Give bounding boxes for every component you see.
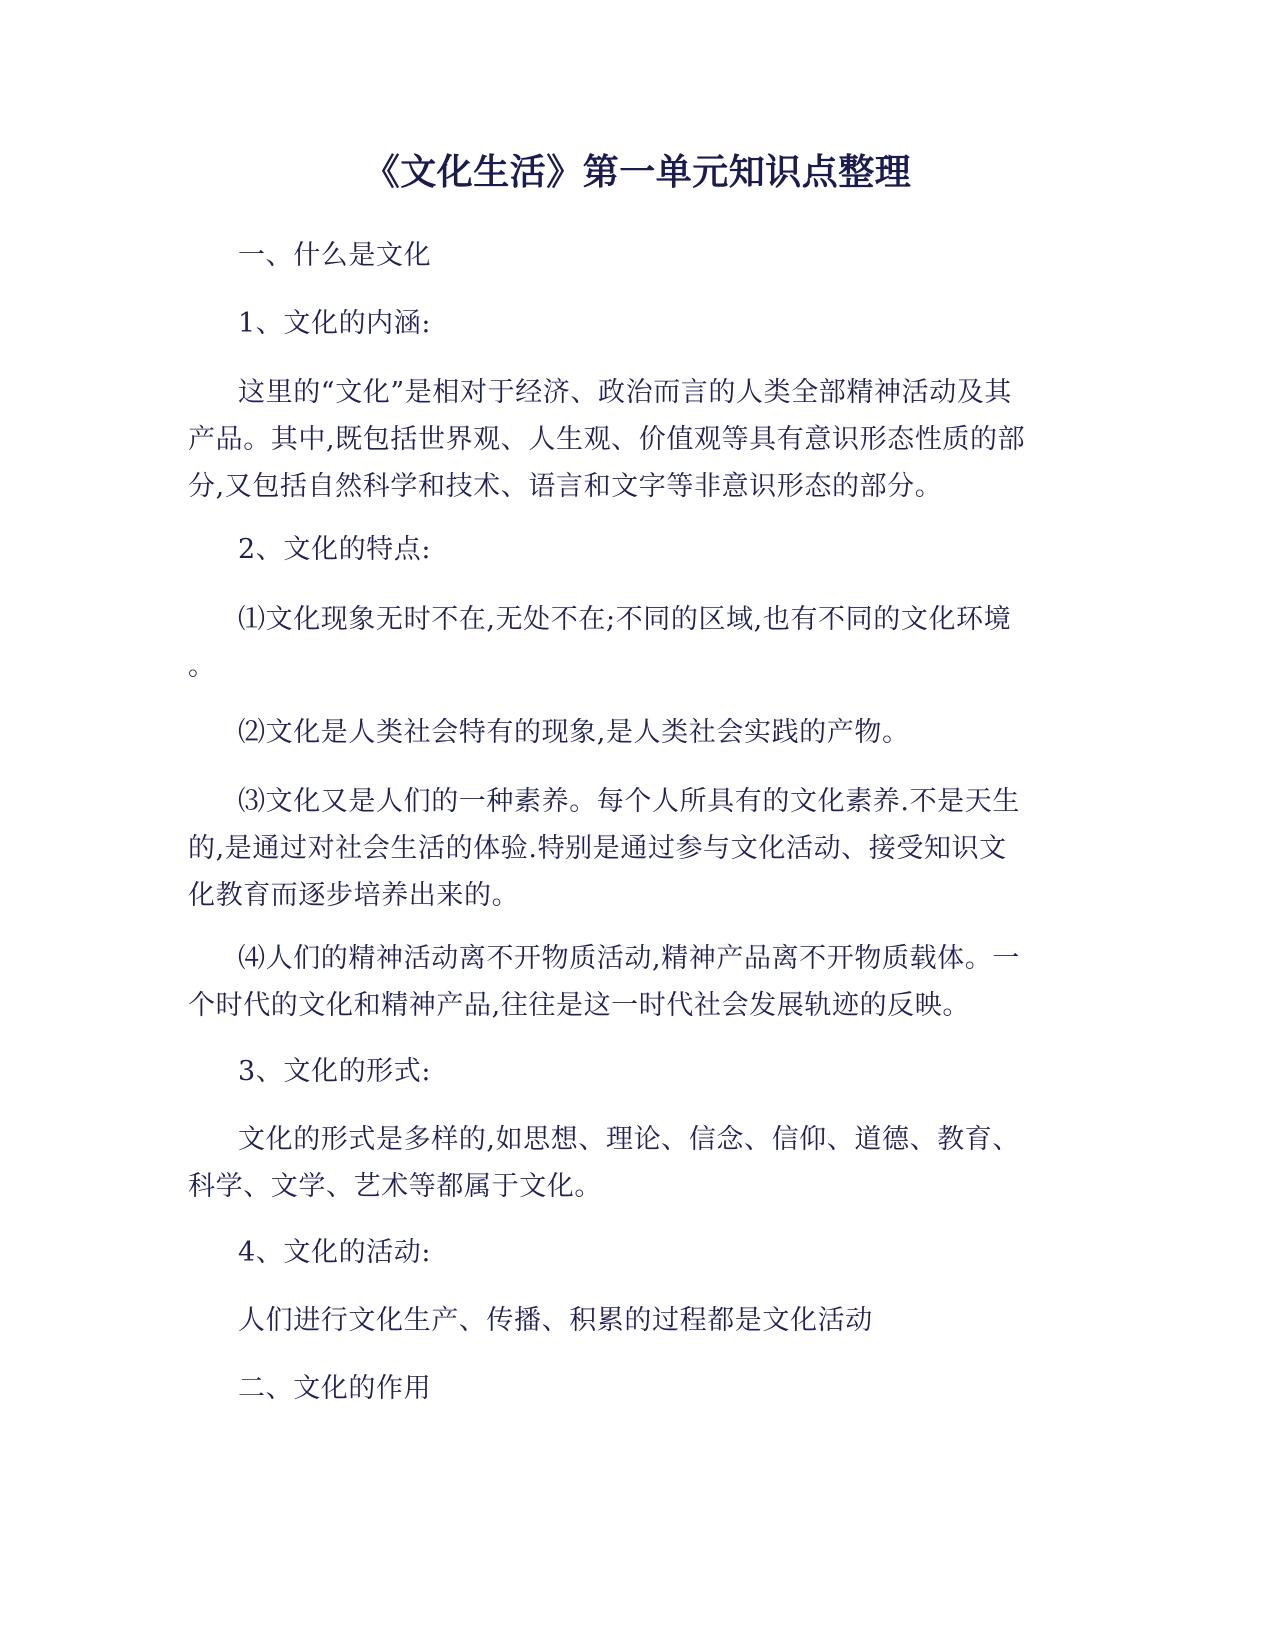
text-line: 1、文化的内涵: bbox=[238, 308, 432, 339]
text-line: ⑴文化现象无时不在,无处不在;不同的区域,也有不同的文化环境 bbox=[238, 604, 1012, 635]
list-item-feature-3 bbox=[188, 778, 1088, 919]
text-line: 二、文化的作用 bbox=[238, 1373, 432, 1404]
text-line: 个时代的文化和精神产品,往往是这一时代社会发展轨迹的反映。 bbox=[188, 990, 970, 1021]
text-line: 。 bbox=[188, 651, 216, 682]
paragraph-culture-activities bbox=[188, 1297, 1088, 1344]
text-line: 一、什么是文化 bbox=[238, 240, 432, 271]
text-line: 分,又包括自然科学和技术、语言和文字等非意识形态的部分。 bbox=[188, 471, 943, 502]
text-line: 2、文化的特点: bbox=[238, 534, 432, 565]
subheading-culture-connotation bbox=[188, 300, 1088, 347]
paragraph-culture-connotation bbox=[188, 369, 1088, 510]
paragraph-culture-forms bbox=[188, 1116, 1088, 1210]
list-item-feature-2 bbox=[188, 709, 1088, 756]
list-item-feature-1 bbox=[188, 596, 1088, 690]
heading-what-is-culture bbox=[188, 232, 1088, 279]
text-line: ⑷人们的精神活动离不开物质活动,精神产品离不开物质载体。一 bbox=[238, 943, 1020, 974]
document-title: 《文化生活》第一单元知识点整理 bbox=[363, 152, 912, 193]
text-line: 4、文化的活动: bbox=[238, 1237, 432, 1268]
text-line: 的,是通过对社会生活的体验.特别是通过参与文化活动、接受知识文 bbox=[188, 833, 1007, 864]
text-line: 人们进行文化生产、传播、积累的过程都是文化活动 bbox=[238, 1305, 873, 1336]
text-line: 文化的形式是多样的,如思想、理论、信念、信仰、道德、教育、 bbox=[238, 1124, 1020, 1155]
text-line: 科学、文学、艺术等都属于文化。 bbox=[188, 1171, 602, 1202]
list-item-feature-4 bbox=[188, 935, 1088, 1029]
text-line: 3、文化的形式: bbox=[238, 1056, 432, 1087]
text-line: 这里的“文化”是相对于经济、政治而言的人类全部精神活动及其 bbox=[238, 377, 1013, 408]
heading-role-of-culture bbox=[188, 1365, 1088, 1412]
text-line: ⑶文化又是人们的一种素养。每个人所具有的文化素养.不是天生 bbox=[238, 786, 1020, 817]
subheading-culture-features bbox=[188, 526, 1088, 573]
text-line: ⑵文化是人类社会特有的现象,是人类社会实践的产物。 bbox=[238, 717, 910, 748]
text-line: 产品。其中,既包括世界观、人生观、价值观等具有意识形态性质的部 bbox=[188, 424, 1026, 455]
text-line: 化教育而逐步培养出来的。 bbox=[188, 880, 520, 911]
subheading-culture-forms bbox=[188, 1048, 1088, 1095]
subheading-culture-activities bbox=[188, 1229, 1088, 1276]
